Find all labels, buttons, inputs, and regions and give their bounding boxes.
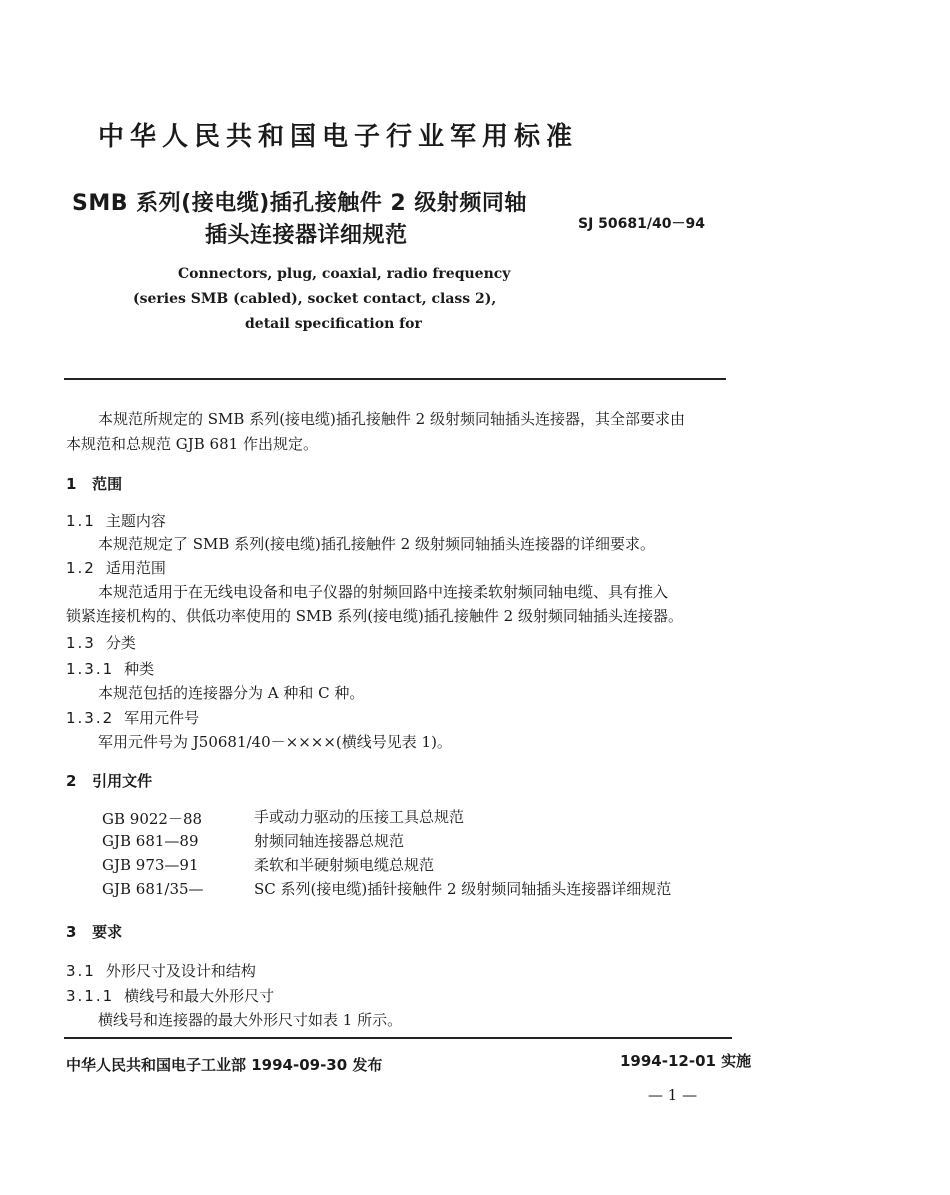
clause-1-3-1-heading <box>66 658 154 679</box>
clause-title: 横线号和最大外形尺寸 <box>124 987 275 1005</box>
clause-1-3-1-text: 本规范包括的连接器分为 A 种和 C 种。 <box>98 684 365 702</box>
footer-divider <box>64 1037 732 1039</box>
clause-title: 种类 <box>124 660 155 678</box>
document-title-line-2: 插头连接器详细规范 <box>205 223 408 248</box>
english-title-line-1: Connectors, plug, coaxial, radio frequency <box>178 266 511 282</box>
page-number: — 1 — <box>648 1086 698 1104</box>
header-divider <box>64 378 726 380</box>
section-1-heading <box>66 473 122 494</box>
section-2-heading <box>66 770 152 791</box>
clause-number: 1.2 <box>66 559 96 577</box>
clause-title: 分类 <box>105 634 136 652</box>
clause-number: 1.3 <box>66 634 96 652</box>
clause-title: 军用元件号 <box>124 709 200 727</box>
reference-title: 射频同轴连接器总规范 <box>254 832 405 850</box>
clause-1-3-2-heading <box>66 707 199 728</box>
reference-code: GB 9022－88 <box>102 810 203 828</box>
reference-title: SC 系列(接电缆)插针接触件 2 级射频同轴插头连接器详细规范 <box>254 880 672 898</box>
clause-number: 1.3.1 <box>66 660 115 678</box>
clause-3-1-heading <box>66 960 256 981</box>
standard-code: SJ 50681/40－94 <box>578 216 705 232</box>
section-3-heading <box>66 921 122 942</box>
clause-title: 主题内容 <box>105 512 166 530</box>
clause-title: 外形尺寸及设计和结构 <box>105 962 256 980</box>
document-title-line-1: SMB 系列(接电缆)插孔接触件 2 级射频同轴 <box>72 191 527 216</box>
clause-3-1-1-text: 横线号和连接器的最大外形尺寸如表 1 所示。 <box>98 1011 403 1029</box>
clause-1-1-text: 本规范规定了 SMB 系列(接电缆)插孔接触件 2 级射频同轴插头连接器的详细要求。 <box>98 535 655 553</box>
issue-statement: 中华人民共和国电子工业部 1994-09-30 发布 <box>66 1056 383 1074</box>
standard-heading: 中华人民共和国电子行业军用标准 <box>98 122 579 152</box>
effective-date: 1994-12-01 实施 <box>620 1052 752 1070</box>
clause-1-3-2-text: 军用元件号为 J50681/40－××××(横线号见表 1)。 <box>98 733 452 751</box>
clause-1-2-text-line-1: 本规范适用于在无线电设备和电子仪器的射频回路中连接柔软射频同轴电缆、具有推入 <box>98 583 669 601</box>
clause-1-2-text-line-2: 锁紧连接机构的、供低功率使用的 SMB 系列(接电缆)插孔接触件 2 级射频同轴插头连接器。 <box>66 607 683 625</box>
clause-number: 1.1 <box>66 512 96 530</box>
section-title: 范围 <box>92 475 123 493</box>
section-number: 3 <box>66 923 77 941</box>
clause-1-2-heading <box>66 557 166 578</box>
reference-code: GJB 681/35— <box>102 880 204 898</box>
clause-title: 适用范围 <box>105 559 166 577</box>
intro-line-1: 本规范所规定的 SMB 系列(接电缆)插孔接触件 2 级射频同轴插头连接器，其全部要求由 <box>98 410 685 428</box>
clause-1-1-heading <box>66 510 166 531</box>
section-number: 2 <box>66 772 77 790</box>
english-title-line-2: (series SMB (cabled), socket contact, class 2), <box>133 291 497 307</box>
clause-1-3-heading <box>66 632 136 653</box>
clause-number: 3.1 <box>66 962 96 980</box>
reference-code: GJB 681—89 <box>102 832 199 850</box>
intro-line-2: 本规范和总规范 GJB 681 作出规定。 <box>66 435 318 453</box>
section-title: 要求 <box>92 923 123 941</box>
section-title: 引用文件 <box>92 772 153 790</box>
reference-title: 柔软和半硬射频电缆总规范 <box>254 856 435 874</box>
english-title-line-3: detail specification for <box>245 316 422 332</box>
clause-number: 1.3.2 <box>66 709 115 727</box>
section-number: 1 <box>66 475 77 493</box>
clause-number: 3.1.1 <box>66 987 115 1005</box>
reference-code: GJB 973—91 <box>102 856 199 874</box>
clause-3-1-1-heading <box>66 985 274 1006</box>
reference-title: 手或动力驱动的压接工具总规范 <box>254 808 465 826</box>
